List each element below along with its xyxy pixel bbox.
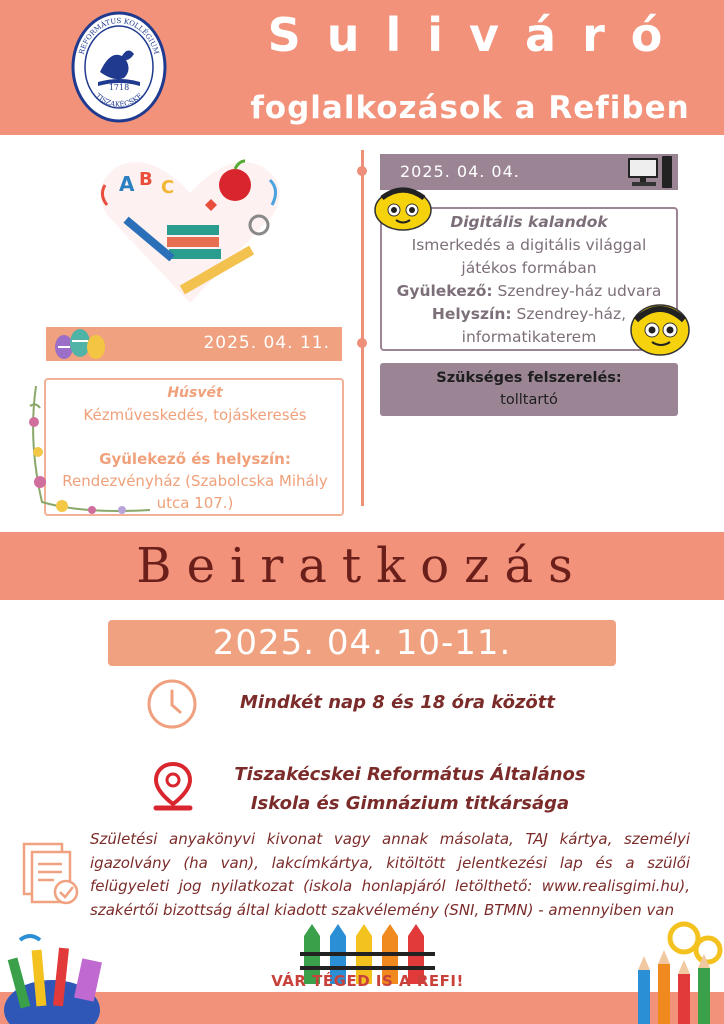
equipment-box xyxy=(380,363,678,416)
page-title: Suliváró xyxy=(267,8,689,62)
logo-year: 1718 xyxy=(108,83,130,92)
enrollment-title: Beiratkozás xyxy=(136,538,588,594)
school-supplies-icon xyxy=(0,930,112,1024)
enrollment-hours: Mindkét nap 8 és 18 óra között xyxy=(240,692,555,713)
meeting-value: Szendrey-ház udvara xyxy=(492,282,662,300)
required-documents: Születési anyakönyvi kivonat vagy annak másolata, TAJ kártya, személyi igazolvány (ha van), lakcímkártya, kitöltött jelentkezési lap és a szülői felügyeleti jog nyilatkozat (iskola honlapjáról letölthető: www.realisgimi.hu), szakértői bizottság által kiadott szakvélemény (SNI, BTMN) - amennyiben van xyxy=(90,830,690,919)
equipment-value: tolltartó xyxy=(500,392,558,408)
documents-check-icon xyxy=(20,840,82,908)
timeline-line xyxy=(361,150,364,506)
location-pin-icon xyxy=(150,760,196,812)
logo-ring-bottom: TISZAKÉCSKE xyxy=(93,91,145,109)
timeline-dot xyxy=(357,338,367,348)
clock-icon xyxy=(146,678,198,730)
pelican-seal-icon xyxy=(70,10,168,124)
location-label: Helyszín: xyxy=(431,305,512,323)
svg-text:C: C xyxy=(161,177,175,198)
svg-text:A: A xyxy=(119,172,135,196)
place-line1: Tiszakécskei Református Általános xyxy=(234,764,586,785)
enrollment-place xyxy=(200,760,620,818)
logo-ring-top: REFORMÁTUS KOLLÉGIUM xyxy=(77,16,161,56)
flower-wreath-icon xyxy=(22,382,152,516)
easter-eggs-icon xyxy=(50,325,112,363)
computer-icon xyxy=(626,154,676,190)
svg-text:B: B xyxy=(139,169,153,190)
meeting-label: Gyülekező: xyxy=(396,282,493,300)
bee-bot-robot-icon xyxy=(628,298,692,358)
place-line2: Iskola és Gimnázium titkársága xyxy=(250,793,570,814)
event-date-digital: 2025. 04. 04. xyxy=(380,154,678,190)
enrollment-date: 2025. 04. 10-11. xyxy=(108,620,616,666)
event-title-easter: Húsvét xyxy=(167,385,223,401)
event-description-digital: Ismerkedés a digitális világgal játékos formában xyxy=(411,236,647,277)
event-date-easter: 2025. 04. 11. xyxy=(46,327,342,361)
location-value: Szendrey-ház, informatikaterem xyxy=(461,305,627,346)
equipment-label: Szükséges felszerelés: xyxy=(436,370,622,386)
school-supplies-heart-illustration xyxy=(95,155,285,305)
event-title-digital: Digitális kalandok xyxy=(450,213,608,231)
timeline-dot xyxy=(357,166,367,176)
bee-bot-robot-icon xyxy=(372,180,434,232)
event-meeting-value-easter: Rendezvényház (Szabolcska Mihály utca 107.) xyxy=(62,472,328,512)
page-subtitle: foglalkozások a Refiben xyxy=(250,90,690,126)
event-description-easter: Kézműveskedés, tojáskeresés xyxy=(83,406,307,424)
footer-slogan: VÁR TÉGED IS A REFI! xyxy=(271,972,464,990)
school-supplies-icon xyxy=(628,920,724,1024)
event-meeting-label-easter: Gyülekező és helyszín: xyxy=(99,450,291,468)
